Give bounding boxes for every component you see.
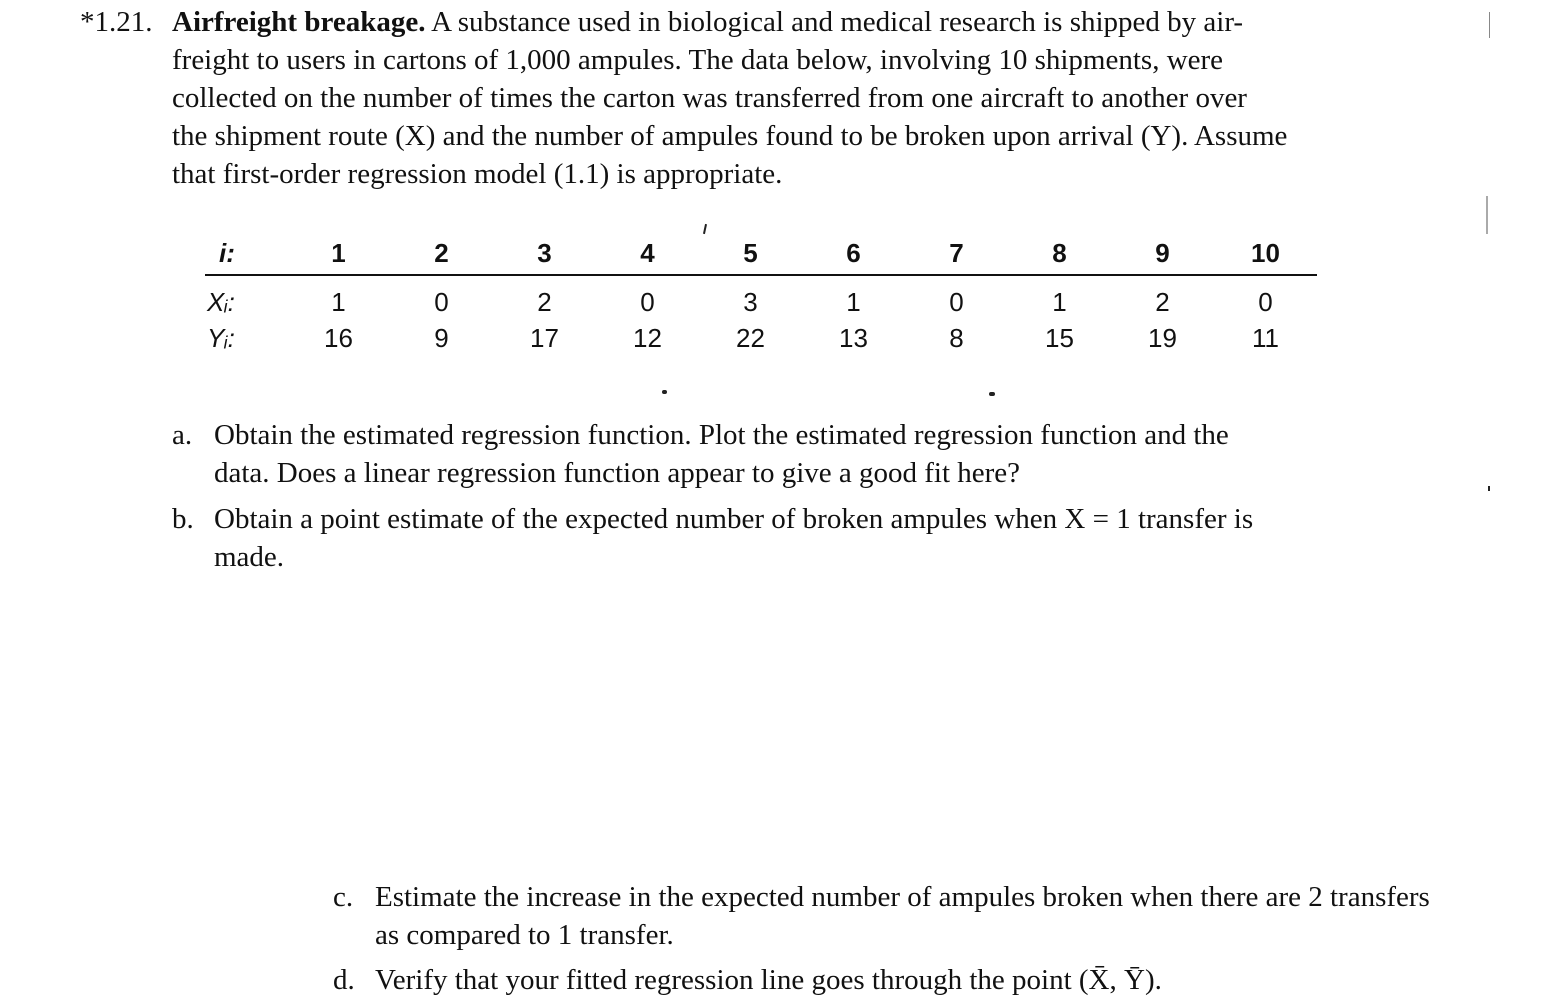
header-cell: 3 [493,232,596,275]
table-row-y [205,320,1317,356]
scan-speck [989,392,995,396]
scan-speck [1489,12,1490,38]
header-cell: 2 [390,232,493,275]
part-a-line-2: data. Does a linear regression function appear to give a good fit here? [214,457,1021,489]
problem-line-1-text: A substance used in biological and medical research is shipped by air- [425,6,1244,38]
row-label-x: Xᵢ: [207,286,235,317]
problem-line-1 [172,3,1352,41]
part-c-line-1: Estimate the increase in the expected number of ampules broken when there are 2 transfers [375,881,1430,913]
x-cell: 2 [1155,286,1170,317]
y-cell: 15 [1045,322,1074,353]
part-letter: b. [172,503,194,535]
header-cell: 9 [1111,232,1214,275]
header-cell: 5 [699,232,802,275]
problem-line-2: freight to users in cartons of 1,000 ampules. The data below, involving 10 shipments, were [172,44,1224,76]
part-a-line-1: Obtain the estimated regression function. Plot the estimated regression function and the [214,419,1229,451]
header-cell: 7 [905,232,1008,275]
x-cell: 3 [743,286,758,317]
header-cell: 4 [596,232,699,275]
y-cell: 13 [839,322,868,353]
row-label-y: Yᵢ: [207,322,235,353]
header-cell: 6 [802,232,905,275]
part-letter: a. [172,419,193,451]
y-cell: 12 [633,322,662,353]
y-cell: 11 [1252,322,1279,353]
scan-speck [662,390,667,394]
problem-line-5: that first-order regression model (1.1) is appropriate. [172,158,783,190]
y-cell: 19 [1148,322,1177,353]
part-letter: d. [333,964,355,996]
part-c-line-2: as compared to 1 transfer. [375,919,674,951]
part-b-line-2: made. [214,541,285,573]
x-cell: 0 [434,286,449,317]
header-cell: 1 [287,232,390,275]
x-cell: 1 [1052,286,1067,317]
problem-line-4: the shipment route (X) and the number of ampules found to be broken upon arrival (Y). Assume [172,120,1288,152]
header-cell: 10 [1214,232,1317,275]
x-cell: 0 [1258,286,1273,317]
table-row-x [205,275,1317,320]
part-letter: c. [333,881,354,913]
header-label-i: i: [205,232,287,275]
y-cell: 8 [949,322,964,353]
data-table [205,232,1317,356]
y-cell: 22 [736,322,765,353]
scan-speck [1488,486,1490,491]
scan-speck [1486,196,1488,234]
y-cell: 17 [530,322,559,353]
part-b-line-1: Obtain a point estimate of the expected number of broken ampules when X = 1 transfer is [214,503,1254,535]
header-cell: 8 [1008,232,1111,275]
problem-line-3: collected on the number of times the carton was transferred from one aircraft to another over [172,82,1247,114]
y-cell: 16 [324,322,353,353]
problem-number: *1.21. [80,6,153,38]
x-cell: 1 [846,286,861,317]
problem-title: Airfreight breakage. [172,6,426,38]
x-cell: 0 [640,286,655,317]
table-header-row [205,232,1317,275]
x-cell: 2 [537,286,552,317]
x-cell: 1 [331,286,346,317]
x-cell: 0 [949,286,964,317]
y-cell: 9 [434,322,449,353]
part-d-line-1: Verify that your fitted regression line goes through the point (X̄, Ȳ). [375,964,1162,996]
